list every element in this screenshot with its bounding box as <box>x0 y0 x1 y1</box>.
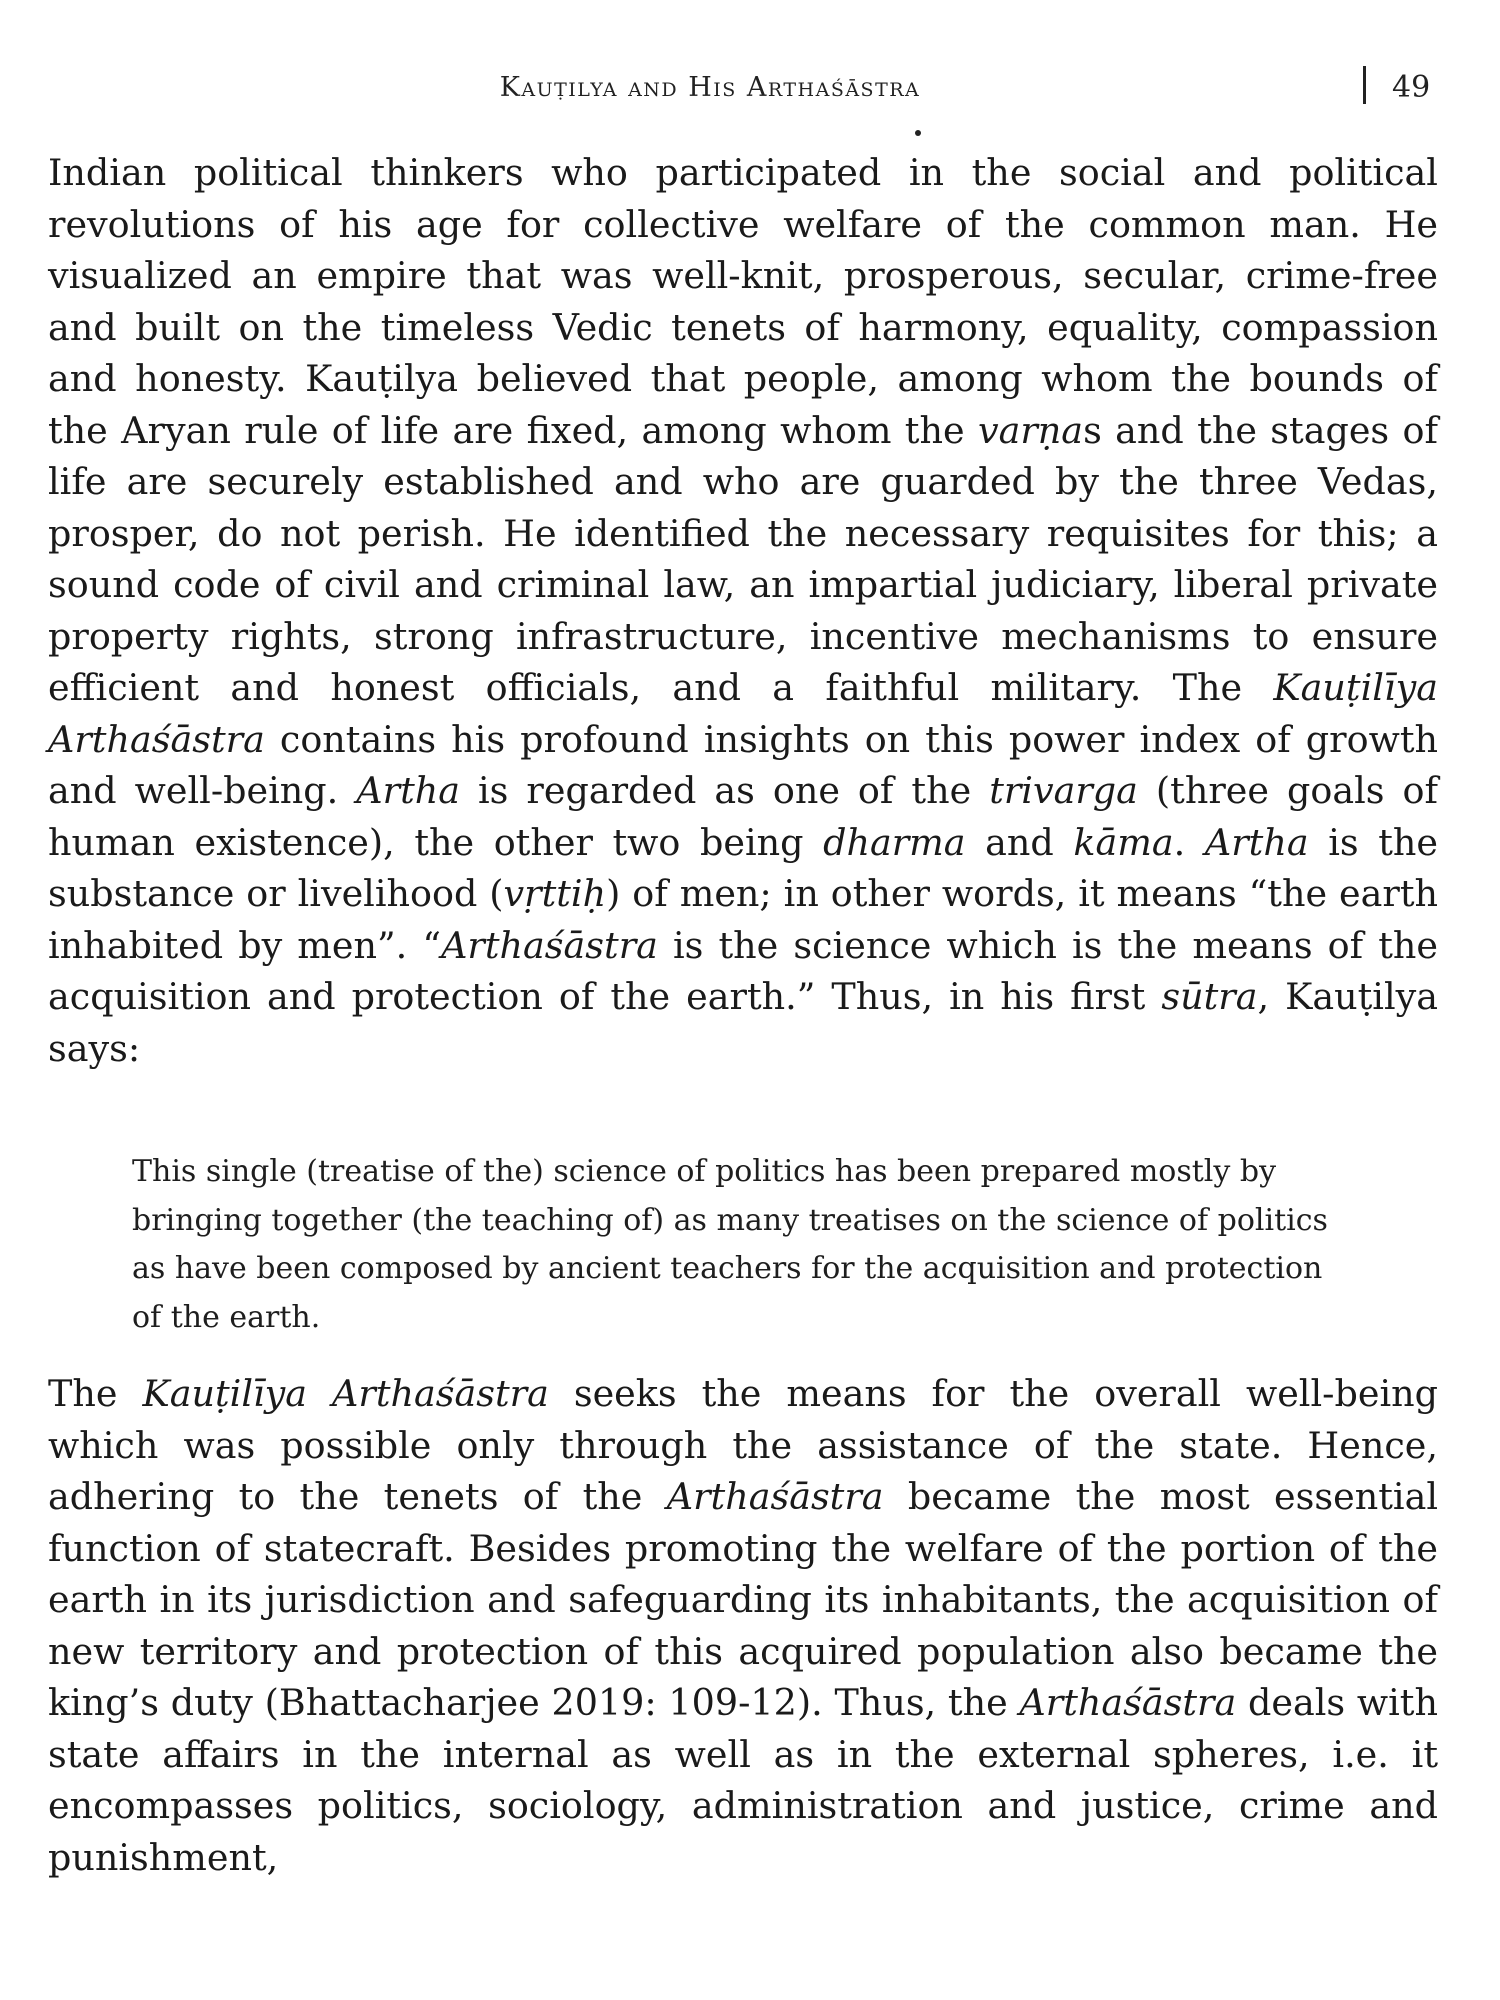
body-paragraph-2 <box>48 1368 1438 1883</box>
italic-term: Artha <box>356 769 461 812</box>
italic-term: Artha <box>1204 820 1309 864</box>
text-run: is regarded as one of the <box>460 769 990 812</box>
page-number: 49 <box>1392 70 1431 105</box>
text-run: ) of men; in other words, it means “the earth inhabited by men”. “ <box>48 872 1438 967</box>
text-run: deals with state affairs in the internal as well as in the external spheres, i.e. it encompasses politics, sociology, administration and justice, crime and punishment, <box>48 1681 1438 1879</box>
italic-term: dharma <box>823 820 966 864</box>
italic-term: Kauṭilīya Arthaśāstra <box>142 1372 549 1415</box>
text-run: and <box>965 820 1074 864</box>
italic-term: varṇa <box>977 408 1084 452</box>
italic-term: kāma <box>1073 820 1174 864</box>
text-run: is the substance or livelihood ( <box>48 820 1438 915</box>
block-quote: This single (treatise of the) science of politics has been prepared mostly by bringing together (the teaching of) as many treatises on the science of politics as have been composed by ancient teachers for the acquisition and protection of the earth. <box>132 1154 1328 1335</box>
text-run: (three goals of human existence), the other two being <box>48 769 1438 864</box>
italic-term: sūtra <box>1161 975 1258 1018</box>
text-run: Indian political thinkers who participated in the social and political revolutions of his age for collective welfare of the common man. He visualized an empire that was well-knit, prosperous, secular, crime-free and built on the timeless Vedic tenets of harmony, equality, compassion and honesty. Kauṭilya believed that people, among whom the bounds of the Aryan rule of life are fixed, among whom the <box>48 151 1438 452</box>
text-run: . <box>1173 820 1205 864</box>
italic-term: Arthaśāstra <box>666 1475 884 1518</box>
text-run: The <box>48 1372 143 1415</box>
text-run: , Kauṭilya says: <box>48 975 1438 1070</box>
body-paragraph-1 <box>48 147 1438 1074</box>
stray-mark <box>915 130 921 136</box>
text-run: contains his profound insights on this power index of growth and well-being. <box>48 717 1438 812</box>
italic-term: vṛttiḥ <box>503 872 607 915</box>
italic-term: trivarga <box>989 769 1138 812</box>
text-run: is the science which is the means of the acquisition and protection of the earth.” Thus, in his first <box>48 923 1439 1018</box>
text-run: became the most essential function of statecraft. Besides promoting the welfare of the portion of the earth in its jurisdiction and safeguarding its inhabitants, the acquisition of new territory and protection of this acquired population also became the king’s duty (Bhattacharjee 2019: 109-12). Thus, the <box>48 1475 1439 1724</box>
text-run: seeks the means for the overall well-being which was possible only through the assistance of the state. Hence, adhering to the tenets of the <box>48 1372 1438 1518</box>
italic-term: Arthaśāstra <box>1019 1681 1237 1724</box>
running-title: Kauṭilya and His Arthaśāstra <box>499 72 921 103</box>
italic-term: Kauṭilīya Arthaśāstra <box>48 666 1438 761</box>
header-divider <box>1363 66 1366 104</box>
italic-term: Arthaśāstra <box>441 923 658 967</box>
running-header <box>0 64 1500 114</box>
text-run: s and the stages of life are securely established and who are guarded by the three Vedas, prosper, do not perish. He identified the necessary requisites for this; a sound code of civil and criminal law, an impartial judiciary, liberal private property rights, strong infrastructure, incentive mechanisms to ensure efficient and honest officials, and a faithful military. The <box>48 408 1439 709</box>
